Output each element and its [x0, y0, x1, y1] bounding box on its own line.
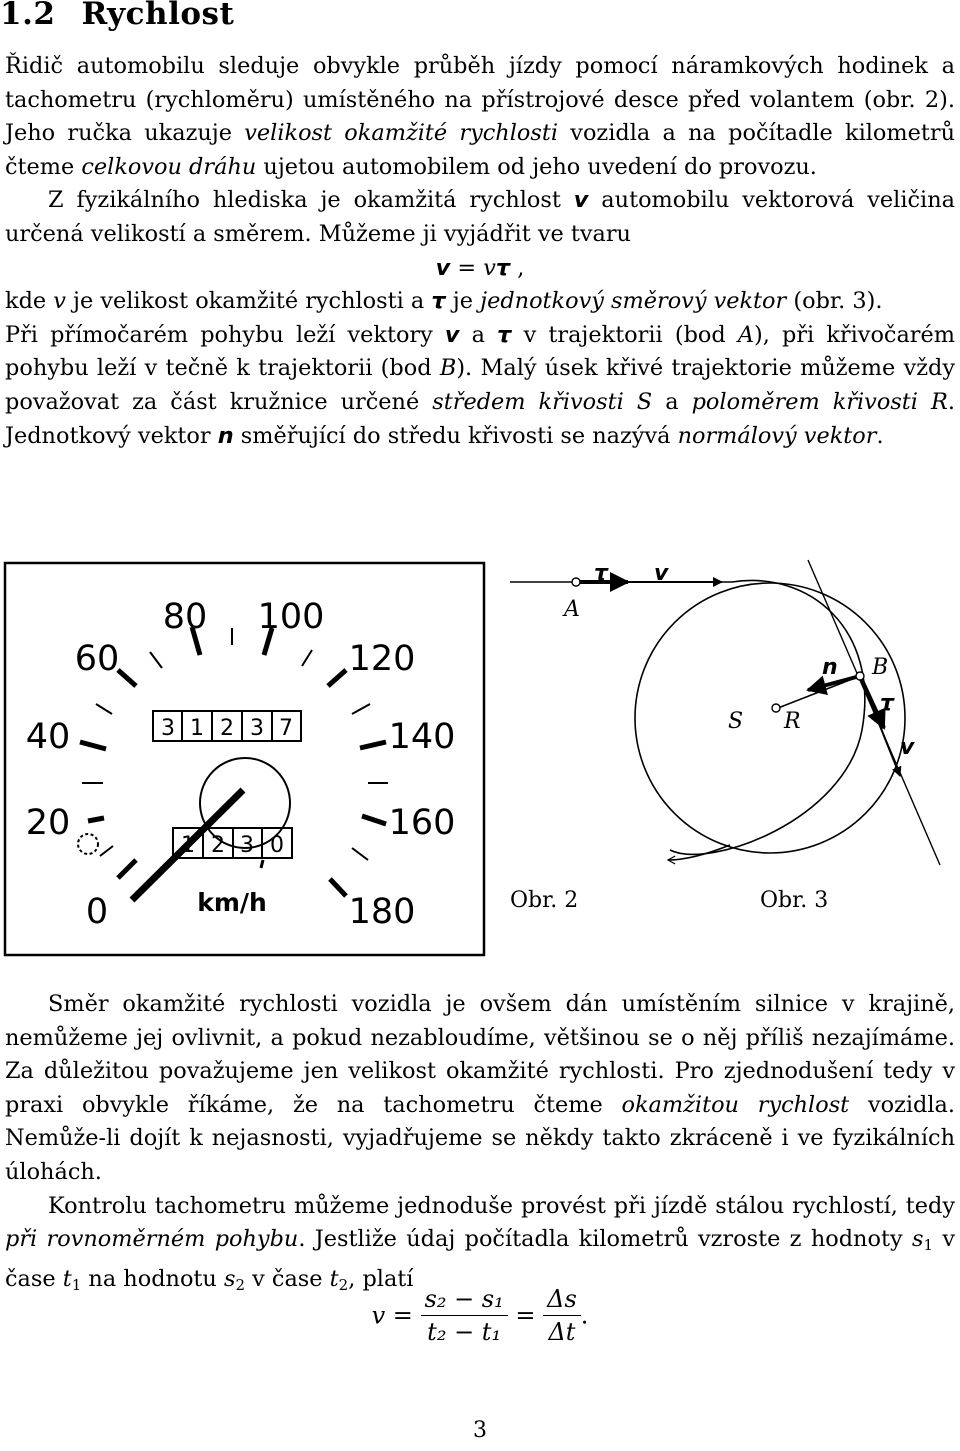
dial-label: 20: [25, 803, 71, 843]
trajectory-figure: [500, 550, 955, 880]
text: .: [580, 1301, 589, 1330]
label-tau: τ: [594, 561, 609, 586]
body-text-bottom: [5, 988, 955, 1302]
curved-path-top: [670, 580, 865, 854]
emph-text: okamžitou rychlost: [621, 1091, 850, 1118]
subscript: 1: [71, 1275, 82, 1294]
text: Při přímočarém pohybu leží vektory: [5, 321, 445, 348]
label-tau-b: τ: [880, 691, 895, 716]
radius-line: [778, 676, 860, 708]
subscript: 2: [338, 1275, 349, 1294]
curve-helper: [640, 582, 732, 855]
emph-text: celkovou dráhu: [81, 153, 257, 180]
dial-label: 100: [257, 597, 325, 637]
subscript: 2: [235, 1275, 246, 1294]
body-text-top: [5, 50, 955, 453]
emph-text: jednotkový směrový vektor: [480, 288, 787, 315]
gear-icon: [78, 834, 98, 854]
paragraph-3: [5, 285, 955, 319]
label-a: A: [564, 597, 580, 622]
text: vozidla. Nemůže-li dojít k nejasnosti, vyjadřujeme se někdy takto zkráceně i ve fyzikálních úlohách.: [5, 1091, 956, 1185]
equals: =: [450, 254, 484, 281]
text: a: [652, 388, 692, 415]
subscript: 1: [923, 1236, 933, 1255]
text: vozidla a na počítadle kilometrů čteme: [5, 120, 956, 180]
text: , platí: [348, 1265, 414, 1292]
var-t: t: [62, 1265, 72, 1292]
label-r: R: [784, 709, 801, 734]
emph-text: při rovnoměrném pohybu: [5, 1226, 299, 1253]
trip-digit: 0: [270, 833, 284, 858]
text: automobilu vektorová veličina určená velikostí a směrem. Můžeme ji vyjádřit ve tvaru: [5, 187, 955, 247]
dial-label: 140: [388, 717, 456, 757]
speedometer-figure: [0, 558, 490, 960]
caption-obr3: Obr. 3: [760, 888, 829, 913]
label-v: v: [654, 561, 669, 586]
paragraph-1: [5, 50, 955, 184]
caption-obr2: Obr. 2: [510, 888, 579, 913]
section-number: 1.2: [0, 0, 56, 32]
vector-n: n: [217, 422, 234, 449]
vector-v: v: [444, 321, 460, 348]
dial-label: 180: [348, 892, 416, 932]
text: ujetou automobilem od jeho uvedení do provozu.: [256, 153, 817, 180]
text: ,: [510, 254, 525, 281]
emph-text: normálový vektor: [677, 422, 877, 449]
emph-text: poloměrem křivosti: [691, 388, 918, 415]
text: Z fyzikálního hlediska je okamžitá rychlost: [48, 187, 574, 214]
odometer-digit: 3: [250, 716, 264, 741]
point-a: A: [737, 321, 755, 348]
text: ). Malý úsek křivé trajektorie můžeme vždy považovat za část kružnice určené: [5, 355, 955, 415]
odometer-digit: 1: [190, 716, 204, 741]
trip-digit: 2: [211, 833, 225, 858]
vector-tau: τ: [431, 288, 446, 315]
emph-text: středem křivosti: [432, 388, 624, 415]
text: Kontrolu tachometru můžeme jednoduše provést při jízdě stálou rychlostí, tedy: [48, 1192, 955, 1219]
equals: =: [507, 1301, 544, 1330]
text: . Jednotkový vektor: [5, 388, 955, 449]
text: (obr. 3).: [786, 288, 883, 315]
label-s: S: [728, 709, 744, 734]
text: Směr okamžité rychlosti vozidla je ovšem dán umístěním silnice v krajině, nemůžeme jej ovlivnit, a pokud nezabloudíme, většinou se o něj příliš nezajímáme. Za důležitou považujeme jen velikost okamžité rychlosti. Pro zjednodušení tedy v praxi obvykle říkáme, že na tachometru čteme: [5, 991, 955, 1118]
point-b-dot: [856, 672, 864, 680]
text: směřující do středu křivosti se nazývá: [233, 422, 678, 449]
text: . Jestliže údaj počítadla kilometrů vzroste z hodnoty: [298, 1226, 912, 1253]
vector-v: v: [573, 187, 589, 214]
scalar-v: v: [53, 288, 66, 315]
text: v čase: [245, 1265, 330, 1292]
point-b: B: [439, 355, 457, 382]
dial-label: 60: [74, 639, 120, 679]
text: v čase: [5, 1226, 955, 1292]
section-title: Rychlost: [81, 0, 235, 32]
text: Řidič automobilu sleduje obvykle průběh jízdy pomocí náramkových hodinek a tachometru (rychloměru) umístěného na přístrojové desce před volantem (obr. 2). Jeho ručka ukazuje: [5, 53, 955, 147]
dial-label: 40: [25, 717, 71, 757]
section-heading: [0, 0, 234, 32]
odometer-digit: 3: [161, 716, 175, 741]
text: a: [459, 321, 498, 348]
text: je: [445, 288, 481, 315]
equals: =: [385, 1301, 421, 1330]
label-b: B: [872, 655, 889, 680]
point-s: S: [623, 388, 653, 415]
var-s: s: [223, 1265, 236, 1292]
label-v-b: v: [900, 735, 915, 760]
point-s-dot: [772, 704, 780, 712]
vector-v: v: [435, 254, 451, 281]
fraction-1: [421, 1285, 508, 1346]
radius-r: R: [917, 388, 948, 415]
text: kde: [5, 288, 54, 315]
dial-label: 160: [388, 803, 456, 843]
trip-digit: 3: [240, 833, 254, 858]
trip-counter: [173, 828, 292, 868]
numerator: Δs: [543, 1285, 581, 1316]
speed-unit: km/h: [197, 888, 267, 917]
trip-digit: 1: [181, 833, 195, 858]
var-s: s: [911, 1226, 924, 1253]
point-a-dot: [572, 578, 580, 586]
var-t: t: [329, 1265, 339, 1292]
vector-tau: τ: [497, 321, 512, 348]
dial-label: 120: [348, 639, 416, 679]
text: na hodnotu: [81, 1265, 224, 1292]
dial-labels: [26, 597, 456, 932]
text: ), při křivočarém pohybu leží v tečně k trajektorii (bod: [5, 321, 955, 382]
dial-label: 80: [162, 597, 208, 637]
vector-tau: τ: [495, 254, 511, 281]
text: .: [876, 422, 884, 449]
numerator: s₂ − s₁: [421, 1285, 508, 1316]
label-n: n: [822, 655, 838, 680]
denominator: t₂ − t₁: [427, 1318, 502, 1346]
text: v trajektorii (bod: [511, 321, 738, 348]
paragraph-5: [5, 988, 955, 1190]
denominator: Δt: [548, 1318, 576, 1346]
odometer: [153, 711, 301, 741]
dial-label: 0: [85, 892, 109, 932]
emph-text: velikost okamžité rychlosti: [244, 120, 559, 147]
scalar-v: v: [371, 1301, 386, 1330]
paragraph-4: [5, 319, 955, 453]
odometer-digit: 7: [279, 716, 293, 741]
paragraph-2: [5, 184, 955, 251]
odometer-digit: 2: [220, 716, 234, 741]
scalar-v: v: [483, 254, 496, 281]
fraction-2: [543, 1285, 581, 1346]
text: je velikost okamžité rychlosti a: [65, 288, 432, 315]
page-number: 3: [473, 1418, 487, 1443]
equation-1: [5, 252, 955, 286]
equation-2: [0, 1285, 960, 1346]
